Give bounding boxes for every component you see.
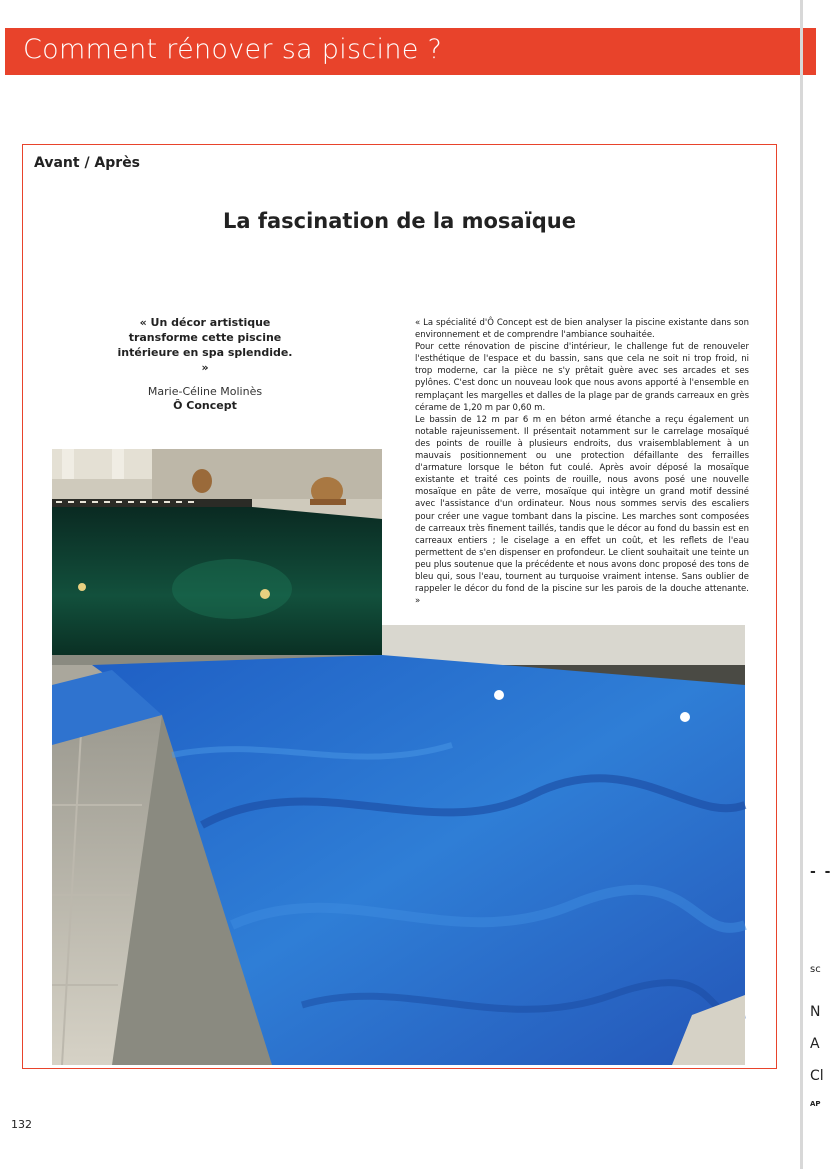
- edge-fragment: AP: [810, 1100, 821, 1108]
- pull-quote: [115, 315, 295, 413]
- photo-after-image: [52, 625, 745, 1065]
- quote-company: Ô Concept: [173, 399, 237, 412]
- section-label: Avant / Après: [34, 155, 141, 171]
- edge-fragment: sc: [810, 964, 821, 975]
- photo-before-image: [52, 449, 382, 655]
- article-title: La fascination de la mosaïque: [222, 209, 577, 233]
- photo-after: [52, 625, 745, 1065]
- article-frame: [22, 144, 777, 1069]
- body-paragraph: Le bassin de 12 m par 6 m en béton armé étanche a reçu également un notable rajeunissement. Il présentait notamment sur le carrelage mosaïqué des points de rouille à plusieurs endroits, dus vraisemblablement à un mauvais positionnement ou une protection défaillante des ferrailles d'armature lorsque le béton fut coulé. Après avoir déposé la mosaïque existante et traité ces points de rouille, nous avons posé une nouvelle mosaïque en pâte de verre, mosaïque qui intègre un grand motif dessiné avec l'assistance d'un ordinateur. Nous nous sommes servis des escaliers pour créer une vague tombant dans la piscine. Les marches sont composées de carreaux très finement taillés, tandis que le décor au fond du bassin est en carreaux entiers ; le ciselage a en effet un coût, et les reflets de l'eau permettent de s'en dispenser en profondeur. Le client souhaitait une teinte un peu plus soutenue que la précédente et nous avons donc proposé des tons de bleu qui, sous l'eau, tournent au turquoise vraiment intense. Sans oublier de rappeler le décor du fond de la piscine sur les parois de la douche attenante. »: [415, 414, 749, 607]
- photo-before: [52, 449, 382, 655]
- page-edge-divider: [800, 0, 803, 1169]
- body-paragraph: « La spécialité d'Ô Concept est de bien analyser la piscine existante dans son environnement et de comprendre l'ambiance souhaitée.: [415, 318, 749, 341]
- article-body: [415, 317, 749, 607]
- page-number: 132: [11, 1118, 32, 1131]
- quote-text: « Un décor artistique transforme cette piscine intérieure en spa splendide. »: [117, 316, 293, 374]
- quote-author: Marie-Céline Molinès: [147, 385, 263, 398]
- edge-fragment: - -: [810, 864, 833, 880]
- body-paragraph: Pour cette rénovation de piscine d'intérieur, le challenge fut de renouveler l'esthétique de l'espace et du bassin, sans que cela ne soit ni trop froid, ni trop moderne, car la pièce ne s'y prêtait guère avec ses arcades et ses pylônes. C'est donc un nouveau look que nous avons apporté à l'ensemble en remplaçant les margelles et dalles de la plage par de grands carreaux en grès cérame de 1,20 m par 0,60 m.: [415, 342, 749, 413]
- edge-fragment: A: [810, 1036, 820, 1052]
- edge-fragment: Cl: [810, 1068, 824, 1084]
- adjacent-page-fragments: [806, 860, 833, 1120]
- page-header-title: Comment rénover sa piscine ?: [23, 34, 443, 65]
- header-band: [5, 28, 816, 75]
- edge-fragment: N: [810, 1004, 821, 1020]
